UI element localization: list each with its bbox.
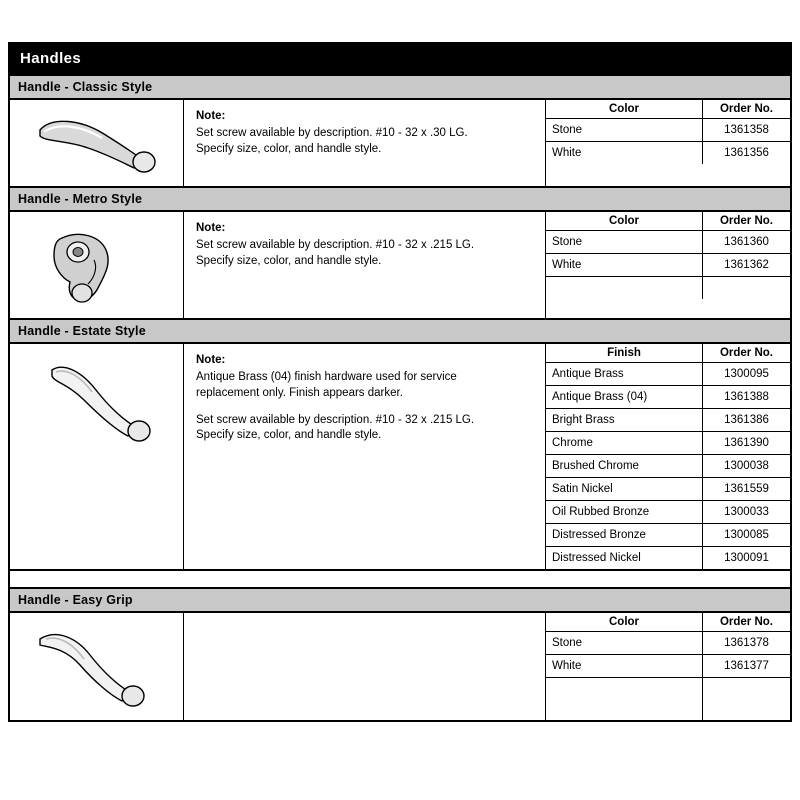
cell-order-no: 1361362 (703, 254, 791, 277)
note-line: replacement only. Finish appears darker. (196, 386, 403, 399)
cell-finish: Bright Brass (546, 409, 703, 432)
cell-finish: Antique Brass (546, 363, 703, 386)
cell-finish: Chrome (546, 432, 703, 455)
section-header-metro: Handle - Metro Style (10, 186, 790, 212)
section-handle-easy-grip (10, 587, 790, 720)
cell-order-no: 1361378 (703, 632, 791, 655)
cell-order-no: 1361390 (703, 432, 791, 455)
note-line: Specify size, color, and handle style. (196, 254, 382, 267)
column-header-order-no: Order No. (703, 100, 791, 119)
column-header-color: Color (546, 212, 703, 231)
note-line: Set screw available by description. #10 - 32 x .30 LG. (196, 126, 468, 139)
cell-color: Stone (546, 632, 703, 655)
note-easy-grip (184, 613, 546, 720)
table-row (546, 455, 790, 478)
table-header-row (546, 344, 790, 363)
handle-metro-illustration (10, 212, 184, 318)
cell-finish: Brushed Chrome (546, 455, 703, 478)
section-header-classic: Handle - Classic Style (10, 74, 790, 100)
handle-estate-illustration (10, 344, 184, 569)
order-table-estate (546, 344, 790, 569)
cell-finish: Distressed Bronze (546, 524, 703, 547)
note-line: Set screw available by description. #10 - 32 x .215 LG. (196, 413, 475, 426)
note-line: Specify size, color, and handle style. (196, 142, 382, 155)
note-metro (184, 212, 546, 318)
cell-order-no: 1361388 (703, 386, 791, 409)
cell-finish: Oil Rubbed Bronze (546, 501, 703, 524)
handle-metro-icon (22, 220, 172, 310)
note-line: Specify size, color, and handle style. (196, 429, 382, 442)
section-handle-classic (10, 74, 790, 186)
section-handle-estate (10, 318, 790, 569)
table-row (546, 254, 790, 277)
column-header-color: Color (546, 100, 703, 119)
table-row (546, 524, 790, 547)
catalog-page (8, 42, 792, 722)
column-header-order-no: Order No. (703, 344, 791, 363)
cell-order-no: 1361377 (703, 655, 791, 678)
note-label: Note: (196, 222, 226, 234)
page-title: Handles (10, 44, 790, 74)
note-estate (184, 344, 546, 569)
order-table-metro (546, 212, 790, 318)
table-header-row (546, 100, 790, 119)
cell-order-no: 1361386 (703, 409, 791, 432)
handle-classic-icon (22, 108, 172, 178)
table-row (546, 632, 790, 655)
order-table-classic (546, 100, 790, 186)
cell-order-no: 1300091 (724, 552, 769, 564)
cell-color: White (546, 655, 703, 678)
cell-order-no: 1361358 (703, 119, 791, 142)
cell-empty (546, 277, 703, 300)
cell-finish: Antique Brass (04) (546, 386, 703, 409)
note-line: Antique Brass (04) finish hardware used for service (196, 370, 457, 383)
section-divider (10, 569, 790, 587)
table-row (546, 655, 790, 678)
cell-order-no: 1300038 (703, 455, 791, 478)
cell-order-no: 1300085 (703, 524, 791, 547)
table-row (546, 386, 790, 409)
handle-easy-grip-illustration (10, 613, 184, 720)
table-row (546, 409, 790, 432)
column-header-order-no: Order No. (703, 212, 791, 231)
column-header-finish: Finish (546, 344, 703, 363)
table-header-row (546, 212, 790, 231)
table-row-empty (546, 678, 790, 721)
cell-color: White (546, 142, 703, 165)
cell-order-no: 1361360 (703, 231, 791, 254)
order-table-easy-grip (546, 613, 790, 720)
note-classic (184, 100, 546, 186)
table-row-empty (546, 277, 790, 300)
cell-order-no: 1300033 (703, 501, 791, 524)
cell-order-no: 1361356 (724, 147, 769, 159)
cell-empty (703, 678, 791, 721)
section-header-estate: Handle - Estate Style (10, 318, 790, 344)
cell-empty (703, 277, 791, 300)
note-line: Set screw available by description. #10 - 32 x .215 LG. (196, 238, 475, 251)
cell-order-no: 1300095 (703, 363, 791, 386)
table-row (546, 547, 790, 570)
handle-classic-illustration (10, 100, 184, 186)
note-label: Note: (196, 110, 226, 122)
section-handle-metro (10, 186, 790, 318)
table-row (546, 432, 790, 455)
handle-estate-icon (22, 352, 172, 452)
cell-empty (546, 678, 703, 721)
cell-color: White (546, 254, 703, 277)
cell-order-no: 1361559 (703, 478, 791, 501)
table-header-row (546, 613, 790, 632)
handle-easy-grip-icon (22, 621, 172, 711)
table-row (546, 231, 790, 254)
table-row (546, 363, 790, 386)
table-row (546, 501, 790, 524)
cell-finish: Distressed Nickel (546, 547, 703, 570)
section-header-easy-grip: Handle - Easy Grip (10, 587, 790, 613)
table-row (546, 119, 790, 142)
table-row (546, 142, 790, 165)
note-label: Note: (196, 354, 226, 366)
table-row (546, 478, 790, 501)
column-header-order-no: Order No. (703, 613, 791, 632)
column-header-color: Color (546, 613, 703, 632)
cell-color: Stone (546, 119, 703, 142)
cell-finish: Satin Nickel (546, 478, 703, 501)
cell-color: Stone (546, 231, 703, 254)
